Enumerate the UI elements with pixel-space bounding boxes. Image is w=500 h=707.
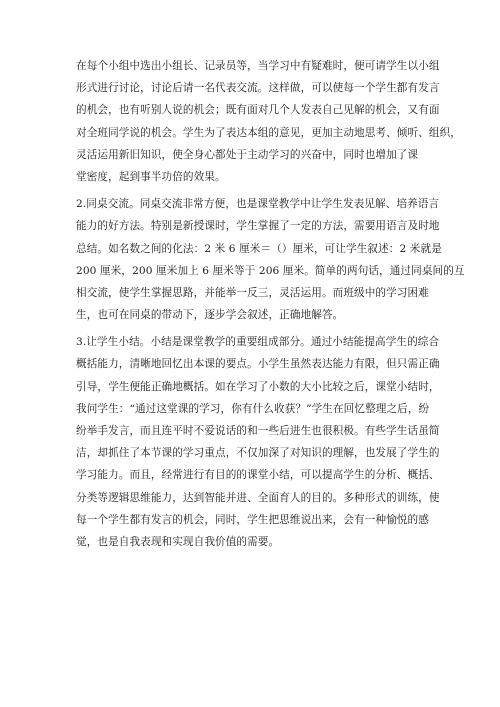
text-line: 引导，学生便能正确地概括。如在学习了小数的大小比较之后，课堂小结时， (76, 380, 440, 393)
text-line: 总结。如名数之间的化法：2 米 6 厘米＝（）厘米，可让学生叙述：2 米就是 (76, 242, 442, 255)
text-line: 概括能力，清晰地回忆出本课的要点。小学生虽然表达能力有限，但只需正确 (76, 358, 440, 371)
text-line: 生，也可在同桌的带动下，逐步学会叙述，正确地解答。 (76, 309, 344, 322)
text-line: 在每个小组中选出小组长、记录员等，当学习中有疑难时，便可请学生以小组 (76, 60, 440, 72)
text-line: 对全班同学说的机会。学生为了表达本组的意见，更加主动地思考、倾听、组织， (76, 126, 461, 139)
text-line: 200 厘米，200 厘米加上 6 厘米等于 206 厘米。简单的两句话，通过同桌间的互 (76, 264, 465, 277)
text-line: 堂密度，起到事半功倍的效果。 (76, 170, 226, 183)
text-line: 我问学生：“通过这堂课的学习，你有什么收获？”学生在回忆整理之后，纷 (76, 402, 430, 415)
text-line: 3.让学生小结。小结是课堂教学的重要组成部分。通过小结能提高学生的综合 (76, 336, 440, 349)
text-line: 洁，却抓住了本节课的学习重点，不仅加深了对知识的理解，也发展了学生的 (76, 447, 440, 460)
document-body (76, 55, 465, 558)
text-line: 形式进行讨论，讨论后请一名代表交流。这样做，可以使每一个学生都有发言 (76, 82, 440, 95)
text-line: 的机会，也有听别人说的机会；既有面对几个人发表自己见解的机会，又有面 (76, 104, 440, 117)
text-line: 2.同桌交流。同桌交流非常方便，也是课堂教学中让学生发表见解、培养语言 (76, 198, 440, 211)
paragraph-student-summary (76, 331, 440, 553)
text-line: 觉，也是自我表现和实现自我价值的需要。 (76, 535, 280, 548)
text-line: 能力的好方法。特别是新授课时，学生掌握了一定的方法，需要用语言及时地 (76, 220, 440, 233)
paragraph-desk-mate-exchange (76, 193, 465, 326)
text-line: 学习能力。而且，经常进行有目的的课堂小结，可以提高学生的分析、概括、 (76, 469, 440, 482)
text-line: 灵活运用新旧知识，使全身心都处于主动学习的兴奋中，同时也增加了课 (76, 148, 419, 161)
text-line: 分类等逻辑思维能力，达到智能并进、全面育人的目的。多种形式的训练，使 (76, 491, 440, 504)
text-line: 纷举手发言，而且连平时不爱说话的和一些后进生也很积极。有些学生话虽简 (76, 425, 440, 437)
text-line: 每一个学生都有发言的机会，同时，学生把思维说出来，会有一种愉悦的感 (76, 513, 429, 526)
text-line: 相交流，使学生掌握思路，并能举一反三，灵活运用。而班级中的学习困难 (76, 286, 429, 299)
paragraph-group-work (76, 55, 461, 188)
